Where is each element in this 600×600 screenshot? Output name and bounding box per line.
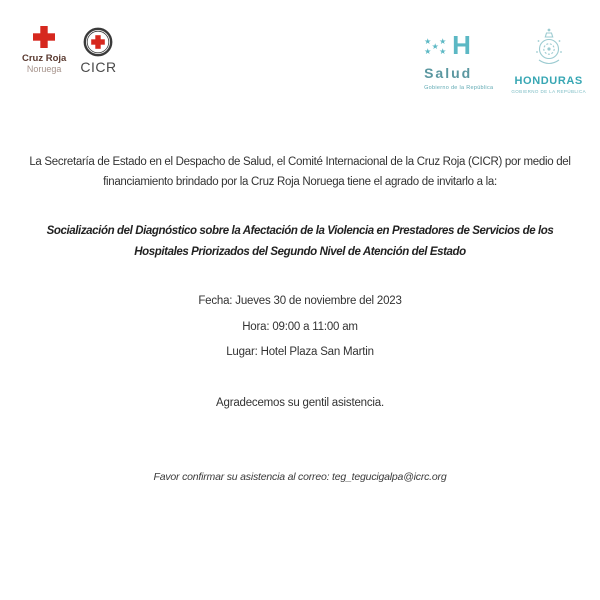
honduras-stars-icon: ★ ★ ★ ★ ★ (424, 37, 447, 56)
cicr-logo (80, 27, 116, 75)
salud-logo (424, 30, 494, 91)
logo-group-right (424, 26, 586, 94)
logo-group-left (22, 26, 117, 75)
honduras-label: HONDURAS (514, 75, 583, 87)
salud-sublabel: Gobierno de la República (424, 85, 494, 91)
logo-header (22, 26, 586, 94)
cruz-roja-noruega-logo (22, 26, 66, 74)
rsvp-note: Favor confirmar su asistencia al correo: teg_tegucigalpa@icrc.org (153, 470, 447, 483)
event-title-line-2: Hospitales Priorizados del Segundo Nivel de Atención del Estado (134, 245, 466, 258)
event-title (0, 221, 600, 263)
cruz-roja-sublabel: Noruega (26, 64, 62, 74)
honduras-logo (511, 26, 586, 94)
event-time: Hora: 09:00 a 11:00 am (242, 320, 358, 333)
honduras-emblem-icon (532, 26, 566, 72)
salud-label: Salud (424, 65, 473, 81)
intro-paragraph (0, 152, 600, 192)
intro-line-1: La Secretaría de Estado en el Despacho de Salud, el Comité Internacional de la Cruz Roja (CICR) por medio del (29, 155, 571, 168)
honduras-sublabel: GOBIERNO DE LA REPÚBLICA (511, 89, 586, 94)
intro-line-2: financiamiento brindado por la Cruz Roja Noruega tiene el agrado de invitarlo a la: (103, 175, 497, 188)
event-location: Lugar: Hotel Plaza San Martin (226, 345, 374, 358)
cruz-roja-label: Cruz Roja (22, 53, 67, 64)
thanks-note: Agradecemos su gentil asistencia. (216, 396, 384, 409)
cicr-emblem-icon (83, 27, 113, 57)
salud-h-mark: H (452, 30, 471, 60)
salud-mark (424, 30, 471, 60)
event-date: Fecha: Jueves 30 de noviembre del 2023 (198, 294, 402, 307)
event-title-line-1: Socialización del Diagnóstico sobre la Afectación de la Violencia en Prestadores de Servicios de los (46, 224, 554, 237)
cicr-label: CICR (80, 59, 117, 75)
red-cross-icon (33, 26, 55, 48)
